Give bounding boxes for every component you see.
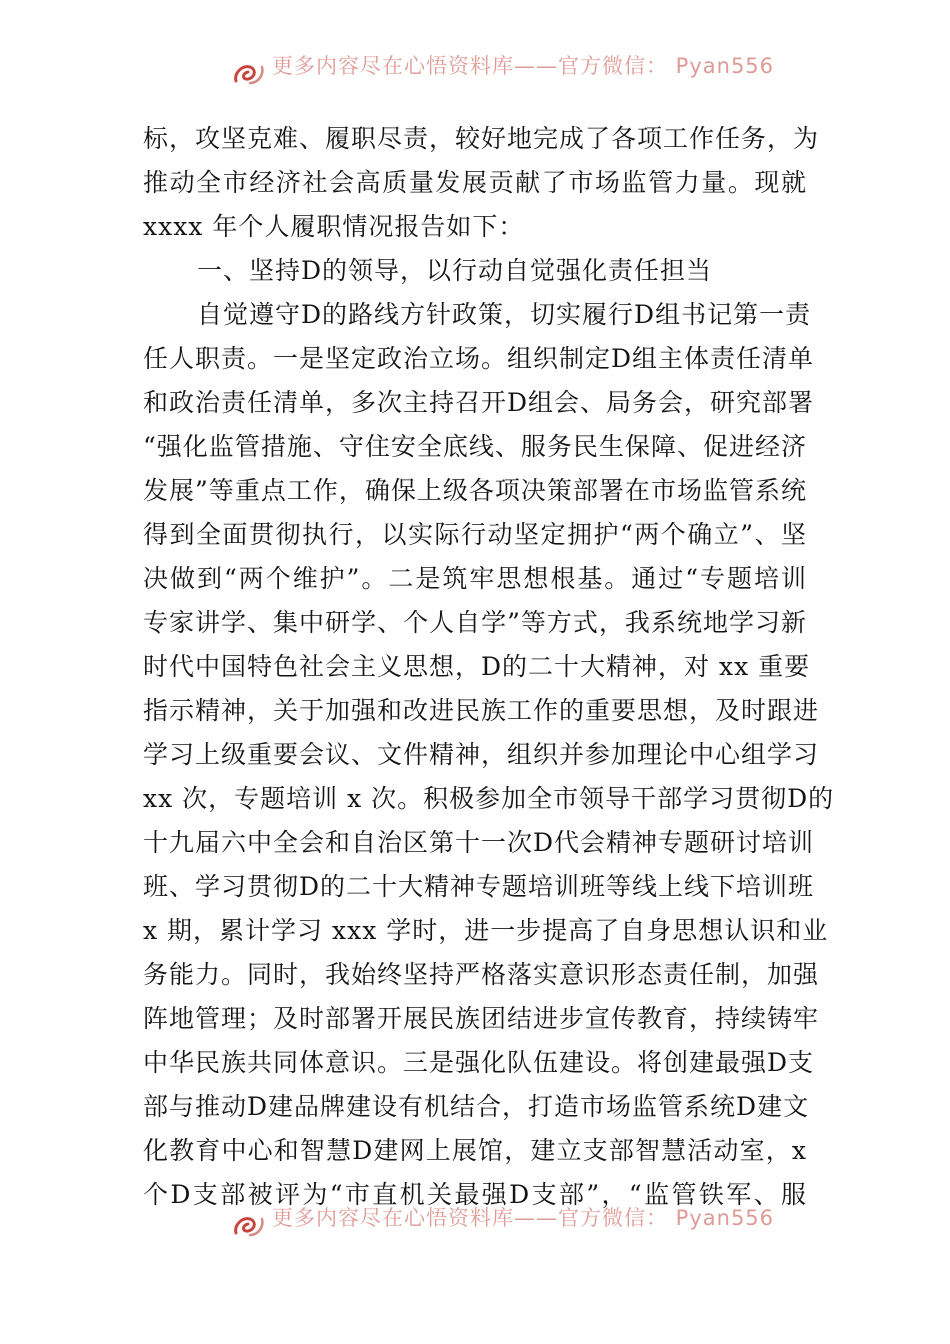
text-line: 学习上级重要会议、文件精神，组织并参加理论中心组学习	[143, 740, 820, 769]
watermark-text: 更多内容尽在心悟资料库——官方微信： Pyan556	[272, 1207, 775, 1230]
text-line: 标，攻坚克难、履职尽责，较好地完成了各项工作任务，为	[143, 124, 820, 153]
text-line: 部与推动D建品牌建设有机结合，打造市场监管系统D建文	[143, 1092, 810, 1121]
text-line: 务能力。同时，我始终坚持严格落实意识形态责任制，加强	[143, 960, 820, 989]
text-line: 指示精神，关于加强和改进民族工作的重要思想，及时跟进	[143, 696, 820, 725]
text-line: xxxx 年个人履职情况报告如下：	[143, 212, 525, 241]
text-line: 任人职责。一是坚定政治立场。组织制定D组主体责任清单	[143, 344, 815, 373]
text-line: 十九届六中全会和自治区第十一次D代会精神专题研讨培训	[143, 828, 815, 857]
text-line: 时代中国特色社会主义思想，D的二十大精神，对 xx 重要	[143, 652, 811, 681]
text-line: 自觉遵守D的路线方针政策，切实履行D组书记第一责	[197, 300, 812, 329]
watermark-header	[0, 55, 950, 85]
text-line: 专家讲学、集中研学、个人自学”等方式，我系统地学习新	[143, 608, 807, 637]
text-line: 发展”等重点工作，确保上级各项决策部署在市场监管系统	[143, 476, 807, 505]
text-line: 个D支部被评为“市直机关最强D支部”，“监管铁军、服	[143, 1180, 807, 1209]
document-body	[143, 117, 835, 1217]
watermark-text: 更多内容尽在心悟资料库——官方微信： Pyan556	[272, 55, 775, 78]
text-line: xx 次，专题培训 x 次。积极参加全市领导干部学习贯彻D的	[143, 784, 835, 813]
watermark-footer	[0, 1207, 950, 1237]
text-line: 中华民族共同体意识。三是强化队伍建设。将创建最强D支	[143, 1048, 815, 1077]
text-line: x 期，累计学习 xxx 学时，进一步提高了自身思想认识和业	[143, 916, 829, 945]
section-heading: 一、坚持D的领导，以行动自觉强化责任担当	[197, 256, 713, 285]
text-line: 得到全面贯彻执行，以实际行动坚定拥护“两个确立”、坚	[143, 520, 807, 549]
text-line: 决做到“两个维护”。二是筑牢思想根基。通过“专题培训	[143, 564, 807, 593]
swirl-logo-icon	[232, 61, 266, 85]
text-line: 班、学习贯彻D的二十大精神专题培训班等线上线下培训班	[143, 872, 815, 901]
text-line: “强化监管措施、守住安全底线、服务民生保障、促进经济	[143, 432, 807, 461]
text-line: 和政治责任清单，多次主持召开D组会、局务会，研究部署	[143, 388, 815, 417]
text-line: 推动全市经济社会高质量发展贡献了市场监管力量。现就	[143, 168, 807, 197]
text-line: 阵地管理；及时部署开展民族团结进步宣传教育，持续铸牢	[143, 1004, 820, 1033]
swirl-logo-icon	[232, 1213, 266, 1237]
text-line: 化教育中心和智慧D建网上展馆，建立支部智慧活动室，x	[143, 1136, 807, 1165]
